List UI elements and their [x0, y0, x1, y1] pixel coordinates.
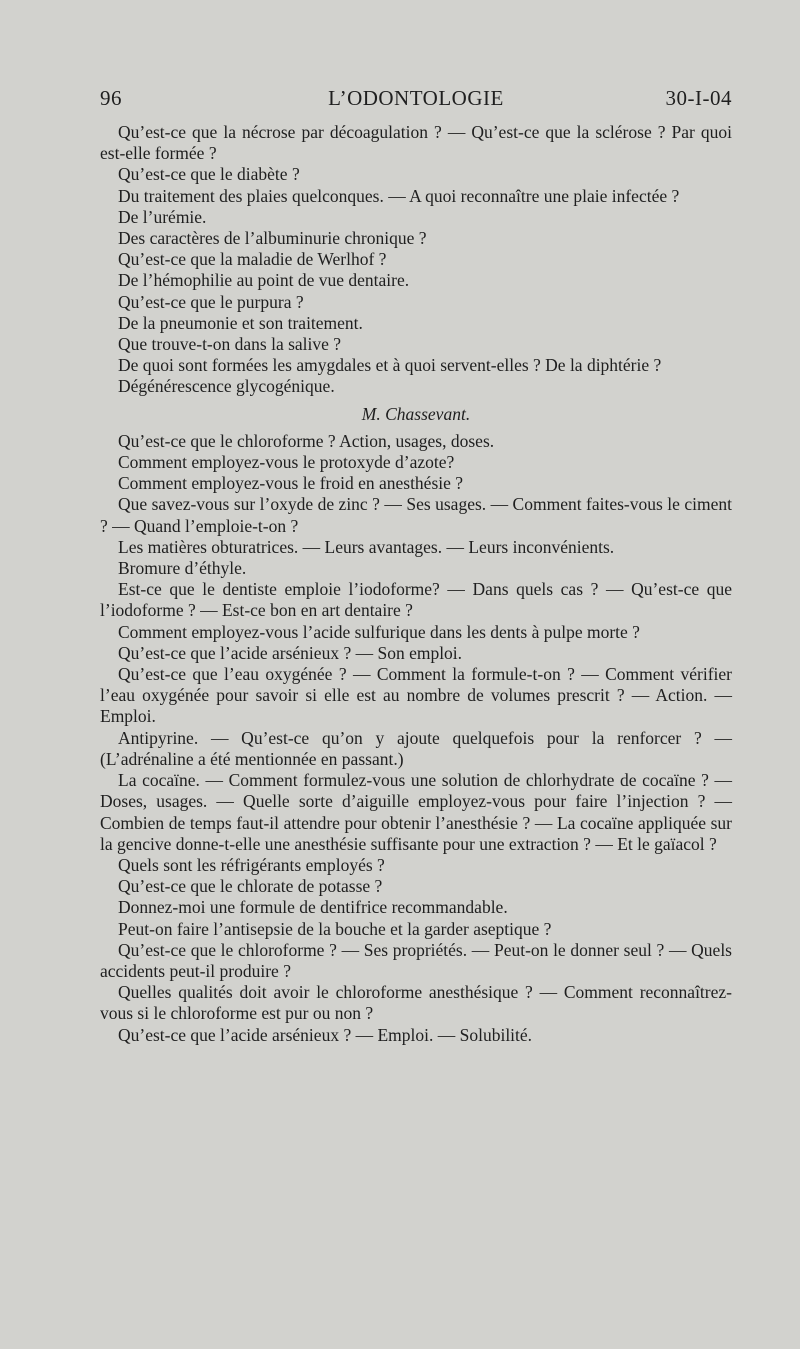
- question-paragraph: Quels sont les réfrigérants employés ?: [118, 854, 385, 875]
- question-paragraph: Des caractères de l’albuminurie chronique ?: [118, 228, 427, 249]
- question-paragraph: Comment employez-vous le froid en anesthésie ?: [118, 473, 464, 494]
- question-paragraph: De quoi sont formées les amygdales et à quoi servent-elles ? De la diphtérie ?: [118, 355, 662, 376]
- question-paragraph: Dégénérescence glycogénique.: [118, 376, 335, 397]
- page-number: 96: [100, 86, 122, 110]
- question-paragraph: Bromure d’éthyle.: [118, 558, 247, 579]
- question-paragraph: Les matières obturatrices. — Leurs avantages. — Leurs inconvénients.: [118, 536, 615, 557]
- question-paragraph: La cocaïne. — Comment formulez-vous une solution de chlorhydrate de cocaïne ? — Doses, usages. — Quelle sorte d’aiguille employez-vous pour faire l’injection ? — Combien de temps faut-il attendre pour obtenir l’anesthésie ? — La cocaïne appliquée sur la gencive donne-t-elle une anesthésie suffisante pour une extraction ? — Et le gaïacol ?: [100, 770, 732, 854]
- question-paragraph: Peut-on faire l’antisepsie de la bouche et la garder aseptique ?: [118, 918, 552, 939]
- question-paragraph: Qu’est-ce que l’acide arsénieux ? — Son emploi.: [118, 642, 463, 663]
- question-paragraph: Qu’est-ce que l’acide arsénieux ? — Emploi. — Solubilité.: [118, 1024, 533, 1045]
- question-paragraph: Qu’est-ce que la nécrose par décoagulation ? — Qu’est-ce que la sclérose ? Par quoi est-elle formée ?: [100, 122, 732, 164]
- question-paragraph: Qu’est-ce que le purpura ?: [118, 291, 304, 312]
- question-paragraph: Qu’est-ce que le diabète ?: [118, 164, 300, 185]
- question-paragraph: Donnez-moi une formule de dentifrice recommandable.: [118, 897, 508, 918]
- question-paragraph: Du traitement des plaies quelconques. — A quoi reconnaître une plaie infectée ?: [118, 185, 680, 206]
- question-paragraph: Est-ce que le dentiste emploie l’iodoforme? — Dans quels cas ? — Qu’est-ce que l’iodoforme ? — Est-ce bon en art dentaire ?: [100, 579, 732, 621]
- journal-title: L’ODONTOLOGIE: [328, 86, 504, 110]
- question-paragraph: Qu’est-ce que le chlorate de potasse ?: [118, 876, 383, 897]
- question-paragraph: Qu’est-ce que l’eau oxygénée ? — Comment la formule-t-on ? — Comment vérifier l’eau oxygénée pour savoir si elle est au nombre de volumes prescrit ? — Action. — Emploi.: [100, 664, 732, 727]
- issue-date: 30-I-04: [665, 86, 732, 110]
- body-text: [100, 122, 732, 1046]
- question-paragraph: De la pneumonie et son traitement.: [118, 312, 363, 333]
- question-paragraph: Comment employez-vous le protoxyde d’azote?: [118, 452, 455, 473]
- examiner-name: M. Chassevant.: [361, 403, 471, 424]
- question-paragraph: Antipyrine. — Qu’est-ce qu’on y ajoute quelquefois pour la renforcer ? — (L’adrénaline a été mentionnée en passant.): [100, 727, 732, 769]
- question-paragraph: Que trouve-t-on dans la salive ?: [118, 334, 342, 355]
- question-paragraph: De l’urémie.: [118, 206, 207, 227]
- question-paragraph: Qu’est-ce que la maladie de Werlhof ?: [118, 249, 387, 270]
- question-paragraph: Qu’est-ce que le chloroforme ? — Ses propriétés. — Peut-on le donner seul ? — Quels accidents peut-il produire ?: [100, 939, 732, 981]
- question-paragraph: De l’hémophilie au point de vue dentaire.: [118, 270, 410, 291]
- question-paragraph: Quelles qualités doit avoir le chloroforme anesthésique ? — Comment reconnaîtrez-vous si le chloroforme est pur ou non ?: [100, 982, 732, 1024]
- question-paragraph: Comment employez-vous l’acide sulfurique dans les dents à pulpe morte ?: [118, 621, 640, 642]
- question-paragraph: Que savez-vous sur l’oxyde de zinc ? — Ses usages. — Comment faites-vous le ciment ? — Quand l’emploie-t-on ?: [100, 494, 732, 536]
- question-paragraph: Qu’est-ce que le chloroforme ? Action, usages, doses.: [118, 430, 495, 451]
